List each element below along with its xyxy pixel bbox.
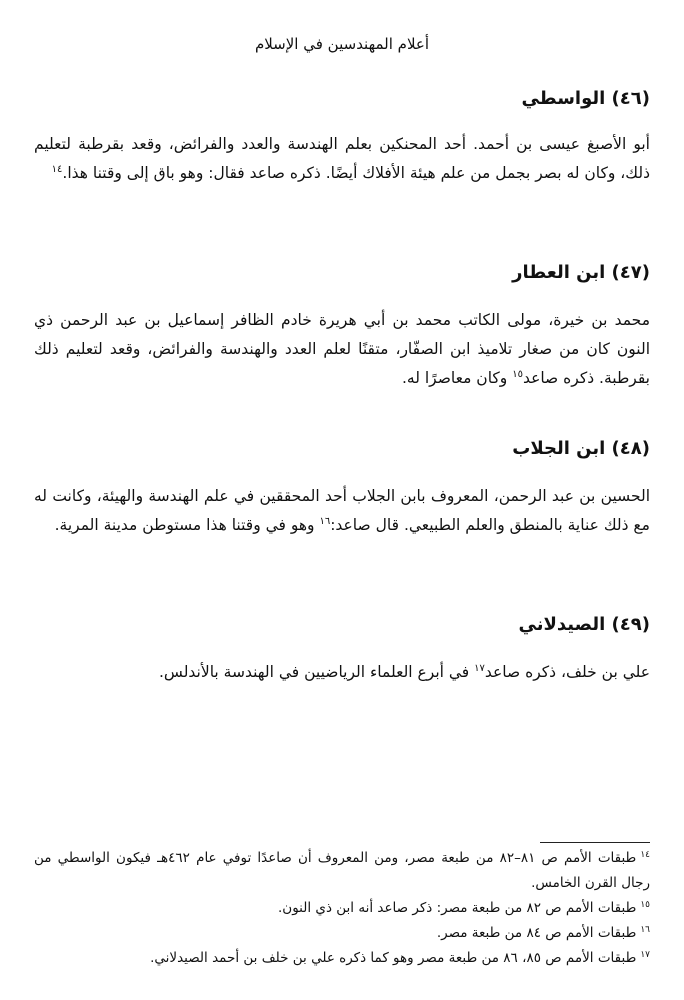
entry-text-46: أبو الأصبغ عيسى بن أحمد. أحد المحنكين بعلم الهندسة والعدد والفرائض، وقعد بقرطبة لتعليم ذلك، وكان له بصر بجمل من علم هيئة الأفلاك أيضًا. ذكره صاعد فقال: وهو باق إلى وقتنا هذا. — [34, 135, 650, 182]
entry-title-49: (٤٩) الصيدلاني — [518, 614, 650, 635]
running-head: أعلام المهندسين في الإسلام — [254, 35, 430, 53]
footnote-divider — [540, 842, 650, 843]
entry-title-48: (٤٨) ابن الجلاب — [512, 438, 650, 459]
entry-title-47: (٤٧) ابن العطار — [512, 262, 650, 283]
entry-body-46 — [34, 130, 650, 188]
entry-text-49-after: في أبرع العلماء الرياضيين في الهندسة بالأندلس. — [159, 663, 475, 681]
footnote-number: ١٧ — [640, 949, 650, 960]
footnote-text: طبقات الأمم ص ٨٤ من طبعة مصر. — [436, 925, 637, 941]
footnote-text: طبقات الأمم ص ٨٥، ٨٦ من طبعة مصر وهو كما ذكره علي بن خلف بن أحمد الصيدلاني. — [150, 950, 637, 966]
entry-body-47 — [34, 306, 650, 393]
footnote-15 — [34, 896, 650, 921]
footnote-16 — [34, 921, 650, 946]
footnote-ref-14[interactable]: ١٤ — [51, 163, 63, 175]
footnote-ref-16[interactable]: ١٦ — [319, 515, 331, 527]
footnote-text: طبقات الأمم ص ٨١–٨٢ من طبعة مصر، ومن المعروف أن صاعدًا توفي عام ٤٦٢هـ فيكون الواسطي من رجال القرن الخامس. — [34, 850, 650, 891]
entry-text-47-after: وكان معاصرًا له. — [401, 369, 513, 387]
footnote-14 — [34, 846, 650, 896]
entry-body-49 — [34, 658, 650, 687]
footnote-text: طبقات الأمم ص ٨٢ من طبعة مصر: ذكر صاعد أنه ابن ذي النون. — [278, 900, 637, 916]
entry-title-46: (٤٦) الواسطي — [521, 88, 650, 109]
entry-text-48-after: وهو في وقتنا هذا مستوطن مدينة المرية. — [54, 516, 320, 534]
footnote-number: ١٤ — [640, 849, 650, 860]
footnote-ref-17[interactable]: ١٧ — [474, 662, 485, 674]
entry-text-49: علي بن خلف، ذكره صاعد — [484, 663, 650, 681]
footnotes — [34, 846, 650, 971]
entry-text-48: الحسين بن عبد الرحمن، المعروف بابن الجلاب أحد المحققين في علم الهندسة والهيئة، وكانت له مع ذلك عناية بالمنطق والعلم الطبيعي. قال صاعد: — [34, 487, 650, 534]
entry-body-48 — [34, 482, 650, 540]
footnote-17 — [34, 946, 650, 971]
footnote-number: ١٥ — [640, 899, 650, 910]
footnote-ref-15[interactable]: ١٥ — [512, 368, 523, 380]
entry-text-47: محمد بن خيرة، مولى الكاتب محمد بن أبي هريرة خادم الظافر إسماعيل بن عبد الرحمن ذي النون كان من صغار تلاميذ ابن الصفّار، متقنًا لعلم العدد والهندسة والفرائض، وقعد لتعليم ذلك بقرطبة. ذكره صاعد — [34, 311, 650, 387]
footnote-number: ١٦ — [640, 924, 650, 935]
